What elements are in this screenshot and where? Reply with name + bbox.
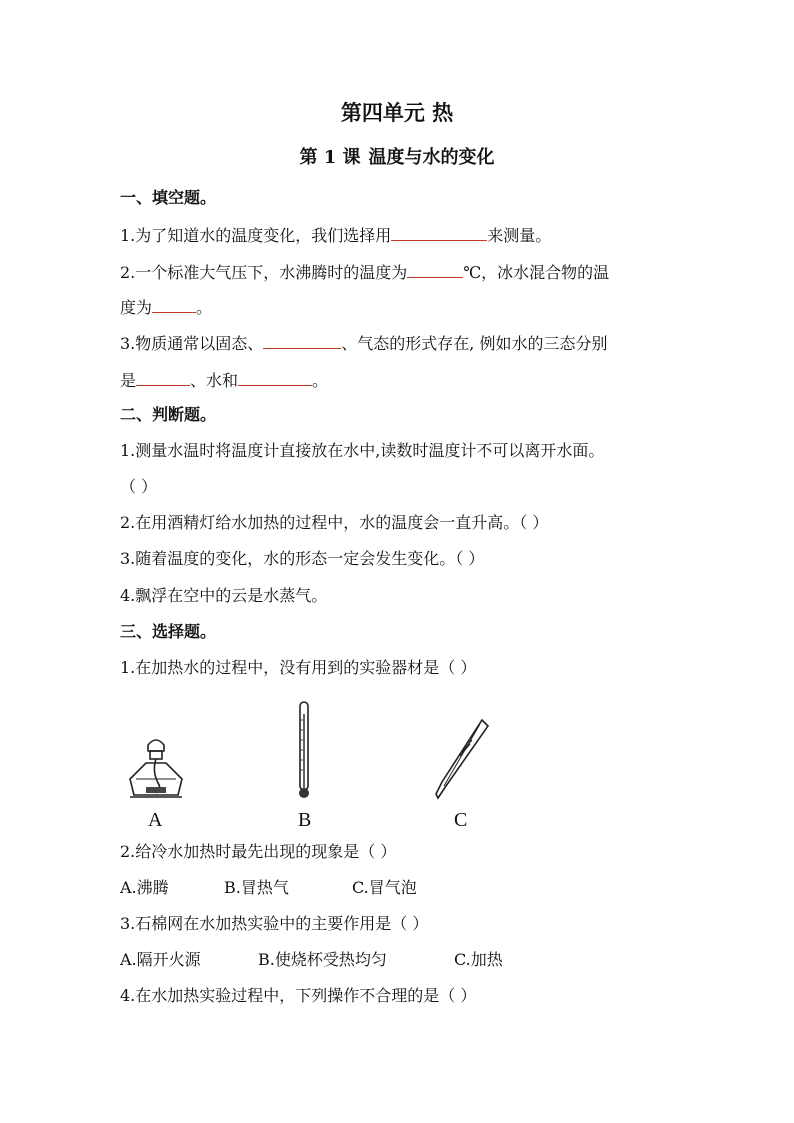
choice-q4: 4.在水加热实验过程中，下列操作不合理的是（ ） — [120, 986, 477, 1005]
fill-q3-line1 — [120, 332, 607, 354]
figure-label-c: C — [454, 809, 468, 831]
fill-q3-text: 3.物质通常以固态、 — [120, 334, 264, 353]
fill-q3-line2 — [120, 369, 328, 391]
tweezers-icon — [432, 716, 490, 802]
fill-q3-text-mid: 、气态的形式存在, 例如水的三态分别 — [341, 334, 608, 353]
judge-q1: 1.测量水温时将温度计直接放在水中,读数时温度计不可以离开水面。 — [120, 441, 605, 460]
fill-q3-text-end: 。 — [312, 371, 329, 390]
fill-q2-text: 2.一个标准大气压下，水沸腾时的温度为 — [120, 263, 408, 282]
fill-q2-text-c: 度为 — [120, 298, 153, 317]
choice-q2: 2.给冷水加热时最先出现的现象是（ ） — [120, 842, 397, 861]
judge-q4: 4.飘浮在空中的云是水蒸气。 — [120, 586, 328, 605]
lesson-name: 温度与水的变化 — [368, 147, 495, 168]
choice-q3-options — [120, 950, 503, 970]
section-fill-heading: 一、填空题。 — [120, 188, 217, 207]
fill-q2-blank1[interactable] — [407, 261, 463, 278]
fill-q2-line1 — [120, 261, 609, 283]
fill-q3-blank2[interactable] — [136, 369, 190, 386]
figure-label-a: A — [148, 809, 163, 831]
section-judge-heading: 二、判断题。 — [120, 405, 217, 424]
fill-q1-text-end: 来测量。 — [487, 226, 552, 245]
section-choice-heading: 三、选择题。 — [120, 622, 217, 641]
choice-q2-option-b[interactable]: B.冒热气 — [224, 878, 289, 897]
choice-q3-option-a[interactable]: A.隔开火源 — [120, 950, 201, 969]
fill-q1-text: 1.为了知道水的温度变化，我们选择用 — [120, 226, 392, 245]
fill-q3-text-c: 是 — [120, 371, 137, 390]
fill-q2-text-mid: ℃，冰水混合物的温 — [463, 263, 610, 282]
lesson-title — [0, 146, 794, 170]
lesson-number: 第 1 课 — [299, 147, 361, 168]
fill-q3-blank1[interactable] — [263, 332, 341, 349]
fill-q1 — [120, 224, 551, 246]
choice-q2-options — [120, 878, 417, 898]
thermometer-icon — [294, 700, 314, 802]
choice-q3: 3.石棉网在水加热实验中的主要作用是（ ） — [120, 914, 429, 933]
choice-q2-option-a[interactable]: A.沸腾 — [120, 878, 169, 897]
fill-q2-line2 — [120, 296, 212, 318]
choice-q3-option-c[interactable]: C.加热 — [454, 950, 503, 969]
judge-q3: 3.随着温度的变化，水的形态一定会发生变化。（ ） — [120, 549, 485, 568]
fill-q2-blank2[interactable] — [152, 296, 196, 313]
choice-q3-option-b[interactable]: B.使烧杯受热均匀 — [258, 950, 387, 969]
choice-q2-option-c[interactable]: C.冒气泡 — [352, 878, 417, 897]
judge-q1-paren[interactable]: （ ） — [120, 477, 158, 496]
fill-q2-text-end: 。 — [196, 298, 213, 317]
choice-q1: 1.在加热水的过程中，没有用到的实验器材是（ ） — [120, 658, 477, 677]
figure-label-b: B — [298, 809, 312, 831]
unit-title: 第四单元 热 — [340, 100, 454, 125]
fill-q1-blank[interactable] — [391, 224, 487, 241]
judge-q2: 2.在用酒精灯给水加热的过程中，水的温度会一直升高。（ ） — [120, 513, 549, 532]
fill-q3-blank3[interactable] — [238, 369, 312, 386]
alcohol-lamp-icon — [126, 735, 186, 801]
fill-q3-text-d: 、水和 — [190, 371, 239, 390]
